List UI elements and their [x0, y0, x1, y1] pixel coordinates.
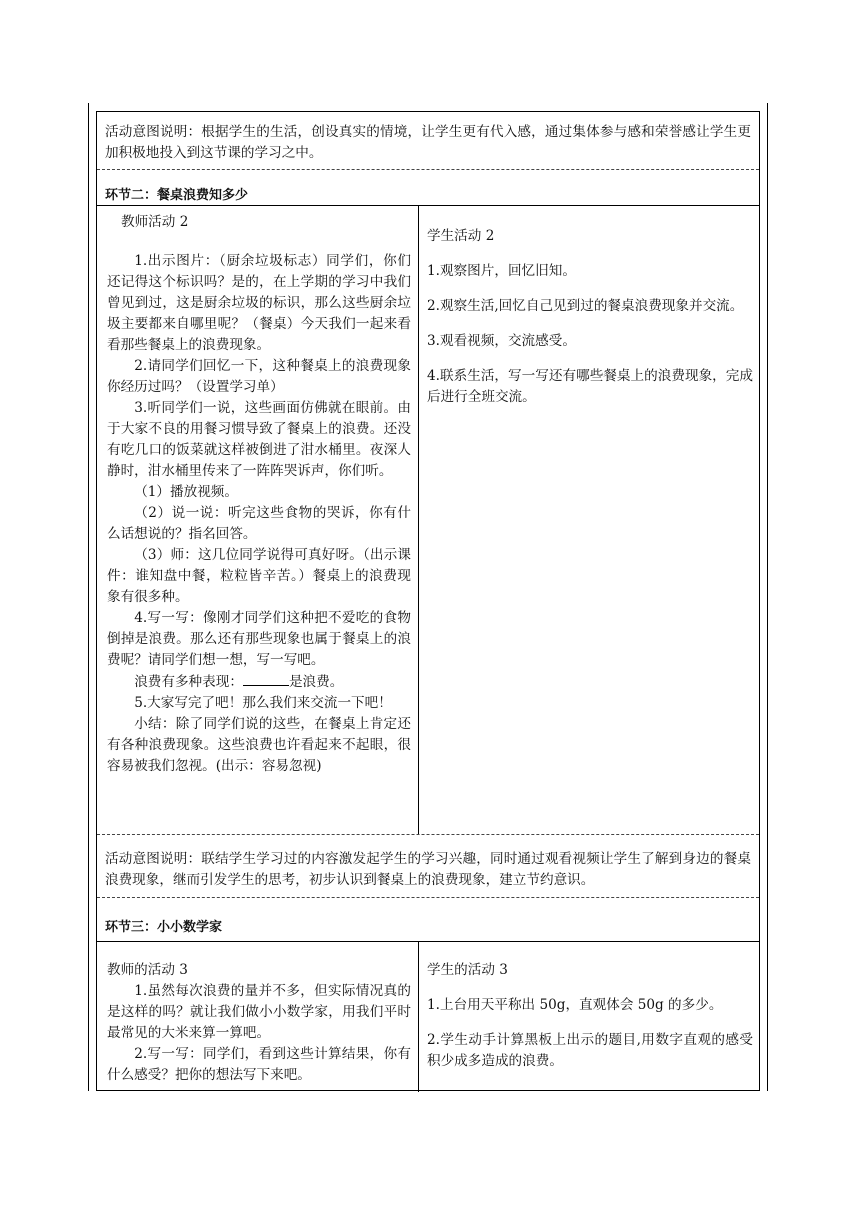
intent-text-1: 活动意图说明：根据学生的生活，创设真实的情境，让学生更有代入感，通过集体参与感和荣誉感让学生更加积极地投入到这节课的学习之中。 [105, 124, 751, 161]
teacher-3-step-2: 2.写一写：同学们，看到这些计算结果，你有什么感受？把你的想法写下来吧。 [107, 1046, 411, 1083]
student-heading-2: 学生活动 2 [427, 228, 495, 244]
teacher-activity-3 [97, 942, 417, 1086]
lesson-plan-table [96, 111, 760, 1091]
intent-row-1 [97, 111, 759, 169]
teacher-activity-2 [97, 206, 417, 777]
student-item-1: 1.观察图片，回忆旧知。 [427, 263, 576, 279]
section-3-content-row [97, 941, 759, 1091]
section-2-title: 环节二：餐桌浪费知多少 [105, 188, 249, 203]
teacher-step-1: 1.出示图片：（厨余垃圾标志）同学们，你们还记得这个标识吗？是的，在上学期的学习中我们曾见到过，这是厨余垃圾的标识，那么这些厨余垃圾主要都来自哪里呢？（餐桌）今天我们一起来看看那些餐桌上的浪费现象。 [107, 253, 411, 353]
fill-blank-prefix: 浪费有多种表现： [134, 674, 243, 690]
intent-text-2: 活动意图说明：联结学生学习过的内容激发起学生的学习兴趣，同时通过观看视频让学生了解到身边的餐桌浪费现象，继而引发学生的思考，初步认识到餐桌上的浪费现象，建立节约意识。 [105, 851, 751, 888]
teacher-summary: 小结：除了同学们说的这些，在餐桌上肯定还有各种浪费现象。这些浪费也许看起来不起眼，很容易被我们忽视。(出示：容易忽视) [107, 716, 411, 774]
student-3-item-1: 1.上台用天平称出 50g，直观体会 50g 的多少。 [427, 997, 723, 1013]
student-heading-3: 学生的活动 3 [427, 962, 508, 978]
teacher-step-2: 2.请同学们回忆一下，这种餐桌上的浪费现象你经历过吗？（设置学习单） [107, 358, 411, 395]
student-3-item-2: 2.学生动手计算黑板上出示的题目,用数字直观的感受积少成多造成的浪费。 [427, 1032, 753, 1069]
teacher-step-3-2: （2）说一说：听完这些食物的哭诉，你有什么话想说的？指名回答。 [107, 505, 411, 542]
section-3-title: 环节三：小小数学家 [105, 920, 223, 935]
teacher-3-step-1: 1.虽然每次浪费的量并不多，但实际情况真的是这样的吗？就让我们做小小数学家，用我们平时最常见的大米来算一算吧。 [107, 983, 411, 1041]
intent-row-2 [97, 834, 759, 897]
section-2-title-row [97, 169, 759, 205]
fill-blank-line [107, 671, 411, 693]
teacher-step-3-3: （3）师：这几位同学说得可真好呀。（出示课件：谁知盘中餐，粒粒皆辛苦。）餐桌上的浪费现象有很多种。 [107, 547, 411, 605]
student-item-4: 4.联系生活，写一写还有哪些餐桌上的浪费现象，完成后进行全班交流。 [427, 368, 753, 405]
student-item-2: 2.观察生活,回忆自己见到过的餐桌浪费现象并交流。 [427, 298, 744, 314]
section-3-title-row [97, 897, 759, 941]
teacher-step-3: 3.听同学们一说，这些画面仿佛就在眼前。由于大家不良的用餐习惯导致了餐桌上的浪费。还没有吃几口的饭菜就这样被倒进了泔水桶里。夜深人静时，泔水桶里传来了一阵阵哭诉声，你们听。 [107, 400, 411, 479]
student-activity-2 [419, 206, 759, 408]
section-2-content-row [97, 205, 759, 834]
teacher-step-5: 5.大家写完了吧！那么我们来交流一下吧！ [134, 695, 392, 711]
teacher-heading-2: 教师活动 2 [121, 214, 189, 230]
student-activity-3 [419, 942, 759, 1072]
teacher-step-3-1: （1）播放视频。 [134, 484, 238, 500]
fill-blank[interactable] [243, 671, 289, 686]
teacher-step-4: 4.写一写：像刚才同学们这种把不爱吃的食物倒掉是浪费。那么还有那些现象也属于餐桌上的浪费呢？请同学们想一想，写一写吧。 [107, 610, 411, 668]
teacher-heading-3: 教师的活动 3 [107, 962, 188, 978]
fill-blank-suffix: 是浪费。 [288, 674, 344, 690]
student-item-3: 3.观看视频，交流感受。 [427, 333, 576, 349]
